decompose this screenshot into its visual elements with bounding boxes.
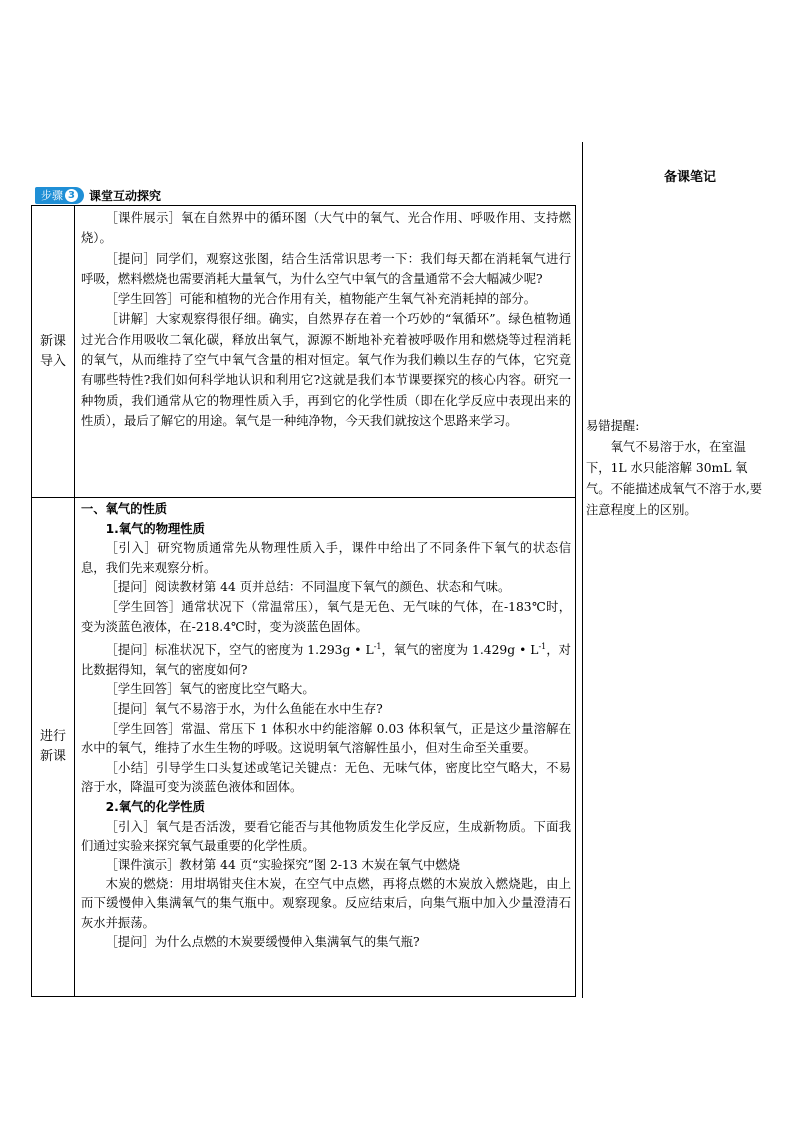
paragraph: ［课件演示］教材第 44 页“实验探究”图 2-13 木炭在氧气中燃烧 <box>105 858 460 872</box>
notes-title: 备课笔记 <box>663 170 716 185</box>
paragraph: ［小结］引导学生口头复述或笔记关键点：无色、无味气体，密度比空气略大，不易溶于水，降温可变为淡蓝色液体和固体。 <box>81 760 571 795</box>
paragraph: ［提问］同学们，观察这张图，结合生活常识思考一下：我们每天都在消耗氧气进行呼吸，燃料燃烧也需要消耗大量氧气，为什么空气中氧气的含量通常不会大幅减少呢? <box>81 251 571 286</box>
superscript: -1 <box>538 642 547 652</box>
step-badge-label: 步骤 <box>41 189 63 202</box>
text-fragment: ，氧气的密度为 1.429g • L <box>381 643 539 658</box>
paragraph: ［课件展示］氧在自然界中的循环图（大气中的氧气、光合作用、呼吸作用、支持燃烧）。 <box>81 211 571 246</box>
row-label-line: 导入 <box>39 353 66 369</box>
new-lesson-content <box>75 498 575 996</box>
paragraph: 木炭的燃烧：用坩埚钳夹住木炭，在空气中点燃，再将点燃的木炭放入燃烧匙，由上而下缓慢伸入集满氧气的集气瓶中。观察现象。反应结束后，向集气瓶中加入少量澄清石灰水并振荡。 <box>81 877 571 930</box>
paragraph: ［引入］氧气是否活泼，要看它能否与其他物质发生化学反应，生成新物质。下面我们通过实验来探究氧气最重要的化学性质。 <box>81 819 571 853</box>
subsection-heading: 2.氧气的化学性质 <box>105 800 205 814</box>
row-label-intro <box>32 206 75 497</box>
step-title: 课堂互动探究 <box>89 188 162 203</box>
text-fragment: ，对比数据得知，氧气的密度如何? <box>81 643 571 677</box>
step-header <box>35 186 161 204</box>
lesson-table <box>31 205 576 997</box>
paragraph-density <box>81 637 571 680</box>
paragraph: ［提问］氧气不易溶于水，为什么鱼能在水中生存? <box>105 702 383 717</box>
paragraph: ［学生回答］可能和植物的光合作用有关，植物能产生氧气补充消耗掉的部分。 <box>105 292 536 307</box>
paragraph: ［提问］阅读教材第 44 页并总结：不同温度下氧气的颜色、状态和气味。 <box>105 580 511 595</box>
tip-text: 氧气不易溶于水，在室温下，1L 水只能溶解 30mL 氧气。不能描述成氧气不溶于水,要注意程度上的区别。 <box>586 440 763 517</box>
paragraph: ［学生回答］氧气的密度比空气略大。 <box>105 682 315 697</box>
subsection-heading: 1.氧气的物理性质 <box>105 521 205 536</box>
tip-label: 易错提醒: <box>586 419 640 433</box>
table-row-intro <box>32 206 575 498</box>
step-badge <box>35 187 84 204</box>
step-number: 3 <box>65 189 78 202</box>
row-label-line: 新课 <box>39 333 66 349</box>
paragraph: ［引入］研究物质通常先从物理性质入手，课件中给出了不同条件下氧气的状态信息，我们先来观察分析。 <box>81 541 571 575</box>
paragraph: ［提问］为什么点燃的木炭要缓慢伸入集满氧气的集气瓶? <box>105 934 420 949</box>
notes-column-divider <box>582 142 583 998</box>
side-notes <box>586 416 764 521</box>
table-row-new-lesson <box>32 498 575 996</box>
text-fragment: ［提问］标准状况下，空气的密度为 1.293g • L <box>105 643 374 658</box>
intro-content <box>75 206 575 497</box>
section-heading: 一、氧气的性质 <box>81 502 168 516</box>
paragraph: ［学生回答］常温、常压下 1 体积水中约能溶解 0.03 体积氧气，正是这少量溶解在水中的氧气，维持了水生生物的呼吸。这说明氧气溶解性虽小，但对生命至关重要。 <box>81 721 571 756</box>
row-label-line: 新课 <box>39 749 66 764</box>
superscript: -1 <box>373 642 382 652</box>
row-label-new-lesson <box>32 498 75 996</box>
paragraph: ［学生回答］通常状况下（常温常压），氧气是无色、无气味的气体，在-183℃时，变为淡蓝色液体，在-218.4℃时，变为淡蓝色固体。 <box>81 599 571 634</box>
row-label-line: 进行 <box>39 729 66 744</box>
paragraph: ［讲解］大家观察得很仔细。确实，自然界存在着一个巧妙的“氧循环”。绿色植物通过光合作用吸收二氧化碳，释放出氧气，源源不断地补充着被呼吸作用和燃烧等过程消耗的氧气，从而维持了空气中氧气含量的相对恒定。氧气作为我们赖以生存的气体，它究竟有哪些特性?我们如何科学地认识和利用它?这就是我们本节课要探究的核心内容。研究一种物质，我们通常从它的物理性质入手，再到它的化学性质（即在化学反应中表现出来的性质），最后了解它的用途。氧气是一种纯净物，今天我们就按这个思路来学习。 <box>81 312 571 428</box>
